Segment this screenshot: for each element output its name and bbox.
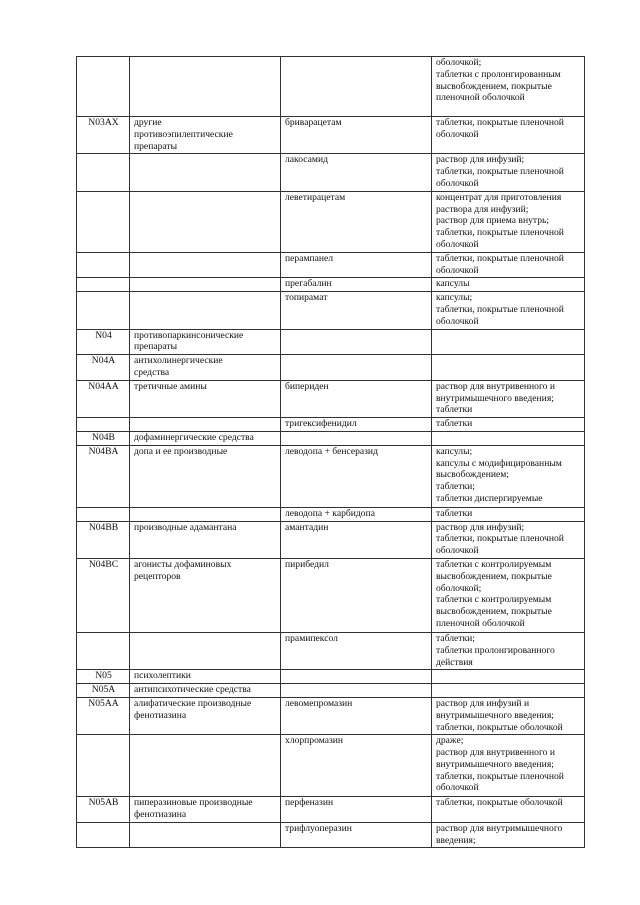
group-name-cell-line: препараты <box>134 140 178 152</box>
atc-code-cell: N04B <box>77 431 130 445</box>
group-name-cell-line: дофаминергические средства <box>134 431 254 443</box>
dosage-forms-cell-line: таблетки, покрытые оболочкой <box>436 721 563 733</box>
table-row <box>77 697 585 734</box>
atc-code-cell: N04 <box>77 329 130 355</box>
dosage-forms-cell-line: внутримышечного введения; <box>436 758 554 770</box>
group-name-cell <box>130 418 281 432</box>
dosage-forms-cell-line: таблетки, покрытые пленочной <box>436 533 564 545</box>
dosage-forms-cell-line: таблетки пролонгированного <box>436 644 555 656</box>
drug-name-cell: прегабалин <box>281 278 432 292</box>
atc-code-cell: N04BC <box>77 558 130 632</box>
group-name-cell <box>130 558 281 632</box>
table-row <box>77 431 585 445</box>
atc-code-cell <box>77 507 130 521</box>
dosage-forms-cell-line: таблетки; <box>436 481 475 493</box>
group-name-cell-line: пиперазиновые производные <box>134 797 253 809</box>
dosage-forms-cell <box>432 697 585 734</box>
dosage-forms-cell <box>432 735 585 797</box>
group-name-cell <box>130 278 281 292</box>
group-name-cell <box>130 154 281 191</box>
drug-name-cell: лакосамид <box>281 154 432 191</box>
table-row <box>77 117 585 154</box>
dosage-forms-cell-line: пленочной оболочкой <box>436 92 525 104</box>
group-name-cell <box>130 292 281 329</box>
drug-name-cell: левомепромазин <box>281 697 432 734</box>
drug-name-cell: тригексифенидил <box>281 418 432 432</box>
group-name-cell <box>130 445 281 507</box>
group-name-cell <box>130 632 281 669</box>
dosage-forms-cell-line: внутримышечного введения; <box>436 392 554 404</box>
dosage-forms-cell-line: оболочкой; <box>436 57 482 68</box>
group-name-cell-line: антихолинергические <box>134 355 223 367</box>
dosage-forms-cell-line: таблетки, покрытые пленочной <box>436 303 564 315</box>
dosage-forms-cell <box>432 632 585 669</box>
drug-name-cell: бипериден <box>281 380 432 417</box>
group-name-cell-line: рецепторов <box>134 570 181 582</box>
dosage-forms-cell <box>432 252 585 278</box>
dosage-forms-cell <box>432 278 585 292</box>
drug-name-cell: топирамат <box>281 292 432 329</box>
group-name-cell <box>130 431 281 445</box>
table-row <box>77 418 585 432</box>
group-name-cell-line: допа и ее производные <box>134 445 228 457</box>
atc-code-cell <box>77 735 130 797</box>
dosage-forms-cell-line: концентрат для приготовления <box>436 191 562 203</box>
drug-table-body <box>77 57 585 848</box>
drug-name-cell <box>281 355 432 381</box>
table-row <box>77 292 585 329</box>
atc-code-cell: N05AA <box>77 697 130 734</box>
atc-code-cell <box>77 418 130 432</box>
table-row <box>77 684 585 698</box>
dosage-forms-cell <box>432 670 585 684</box>
atc-code-cell: N03AX <box>77 117 130 154</box>
dosage-forms-cell <box>432 521 585 558</box>
drug-name-cell: бриварацетам <box>281 117 432 154</box>
dosage-forms-cell-line: оболочкой <box>436 782 479 794</box>
dosage-forms-cell-line: таблетки с контролируемым <box>436 594 552 606</box>
dosage-forms-cell-line: оболочкой <box>436 264 479 276</box>
atc-code-cell: N04AA <box>77 380 130 417</box>
dosage-forms-cell <box>432 431 585 445</box>
group-name-cell-line: средства <box>134 366 170 378</box>
dosage-forms-cell-line: таблетки, покрытые пленочной <box>436 117 564 128</box>
drug-name-cell: хлорпромазин <box>281 735 432 797</box>
atc-code-cell <box>77 292 130 329</box>
dosage-forms-cell-line: раствор для приема внутрь; <box>436 215 550 227</box>
group-name-cell <box>130 684 281 698</box>
dosage-forms-cell-line: оболочкой <box>436 315 479 327</box>
dosage-forms-cell-line: таблетки <box>436 507 473 519</box>
atc-code-cell: N04BB <box>77 521 130 558</box>
dosage-forms-cell <box>432 292 585 329</box>
group-name-cell-line: фенотиазина <box>134 809 187 821</box>
dosage-forms-cell <box>432 380 585 417</box>
drug-name-cell <box>281 431 432 445</box>
drug-name-cell <box>281 684 432 698</box>
group-name-cell <box>130 797 281 823</box>
dosage-forms-cell <box>432 154 585 191</box>
group-name-cell <box>130 329 281 355</box>
dosage-forms-cell-line: раствора для инфузий; <box>436 203 529 215</box>
dosage-forms-cell-line: таблетки, покрытые пленочной <box>436 227 564 239</box>
group-name-cell <box>130 822 281 848</box>
dosage-forms-cell-line: действия <box>436 656 473 668</box>
table-row <box>77 797 585 823</box>
dosage-forms-cell-line: таблетки с контролируемым <box>436 558 552 570</box>
table-row <box>77 558 585 632</box>
dosage-forms-cell <box>432 355 585 381</box>
table-row <box>77 822 585 848</box>
group-name-cell <box>130 670 281 684</box>
dosage-forms-cell-line: таблетки <box>436 418 473 430</box>
drug-name-cell <box>281 670 432 684</box>
drug-name-cell: пирибедил <box>281 558 432 632</box>
dosage-forms-cell-line: раствор для внутривенного и <box>436 380 555 392</box>
dosage-forms-cell-line: оболочкой <box>436 177 479 189</box>
drug-name-cell <box>281 57 432 117</box>
drug-name-cell: перфеназин <box>281 797 432 823</box>
atc-code-cell <box>77 154 130 191</box>
table-row <box>77 445 585 507</box>
table-row <box>77 380 585 417</box>
group-name-cell-line: психолептики <box>134 670 191 682</box>
group-name-cell-line: агонисты дофаминовых <box>134 558 232 570</box>
table-row <box>77 191 585 252</box>
group-name-cell <box>130 117 281 154</box>
group-name-cell-line: противоэпилептические <box>134 128 233 140</box>
dosage-forms-cell <box>432 191 585 252</box>
dosage-forms-cell-line: драже; <box>436 735 464 747</box>
dosage-forms-cell-line: оболочкой; <box>436 582 482 594</box>
atc-code-cell: N04BA <box>77 445 130 507</box>
dosage-forms-cell-line: высвобождением, покрытые <box>436 80 552 92</box>
dosage-forms-cell-line: введения; <box>436 834 476 846</box>
group-name-cell-line: третичные амины <box>134 380 207 392</box>
dosage-forms-cell <box>432 445 585 507</box>
dosage-forms-cell-line: высвобождением; <box>436 469 509 481</box>
table-row <box>77 57 585 117</box>
group-name-cell-line: производные адамантана <box>134 521 237 533</box>
dosage-forms-cell <box>432 117 585 154</box>
drug-table <box>76 56 585 848</box>
dosage-forms-cell-line: таблетки, покрытые пленочной <box>436 166 564 178</box>
table-row <box>77 252 585 278</box>
table-row <box>77 632 585 669</box>
table-row <box>77 507 585 521</box>
dosage-forms-cell-line: капсулы; <box>436 292 473 304</box>
group-name-cell <box>130 697 281 734</box>
dosage-forms-cell-line: таблетки; <box>436 632 475 644</box>
drug-name-cell: трифлуоперазин <box>281 822 432 848</box>
group-name-cell <box>130 191 281 252</box>
group-name-cell <box>130 355 281 381</box>
drug-name-cell <box>281 329 432 355</box>
group-name-cell-line: препараты <box>134 341 178 353</box>
drug-name-cell: леветирацетам <box>281 191 432 252</box>
dosage-forms-cell-line: раствор для инфузий; <box>436 521 525 533</box>
dosage-forms-cell <box>432 57 585 117</box>
dosage-forms-cell-line: оболочкой <box>436 238 479 250</box>
table-row <box>77 355 585 381</box>
drug-name-cell: перампанел <box>281 252 432 278</box>
atc-code-cell <box>77 278 130 292</box>
table-row <box>77 521 585 558</box>
atc-code-cell <box>77 191 130 252</box>
group-name-cell-line: фенотиазина <box>134 709 187 721</box>
dosage-forms-cell-line: таблетки, покрытые оболочкой <box>436 797 563 809</box>
dosage-forms-cell <box>432 329 585 355</box>
group-name-cell <box>130 521 281 558</box>
dosage-forms-cell-line: раствор для инфузий и <box>436 697 530 709</box>
group-name-cell <box>130 252 281 278</box>
dosage-forms-cell-line: таблетки, покрытые пленочной <box>436 770 564 782</box>
dosage-forms-cell-line: таблетки <box>436 404 473 416</box>
dosage-forms-cell <box>432 418 585 432</box>
dosage-forms-cell <box>432 507 585 521</box>
dosage-forms-cell-line: оболочкой <box>436 128 479 140</box>
table-row <box>77 154 585 191</box>
table-row <box>77 735 585 797</box>
dosage-forms-cell-line: раствор для инфузий; <box>436 154 525 166</box>
dosage-forms-cell-line: таблетки с пролонгированным <box>436 68 561 80</box>
group-name-cell <box>130 380 281 417</box>
group-name-cell-line: антипсихотические средства <box>134 684 251 696</box>
atc-code-cell <box>77 252 130 278</box>
atc-code-cell: N05AB <box>77 797 130 823</box>
dosage-forms-cell <box>432 822 585 848</box>
dosage-forms-cell-line: раствор для внутримышечного <box>436 822 563 834</box>
group-name-cell-line: алифатические производные <box>134 697 252 709</box>
table-row <box>77 278 585 292</box>
dosage-forms-cell-line: таблетки диспергируемые <box>436 492 543 504</box>
dosage-forms-cell-line: капсулы <box>436 278 470 290</box>
dosage-forms-cell <box>432 558 585 632</box>
drug-name-cell: прамипексол <box>281 632 432 669</box>
atc-code-cell <box>77 632 130 669</box>
atc-code-cell: N05A <box>77 684 130 698</box>
drug-name-cell: амантадин <box>281 521 432 558</box>
dosage-forms-cell-line: раствор для внутривенного и <box>436 747 555 759</box>
dosage-forms-cell-line: высвобождением, покрытые <box>436 570 552 582</box>
dosage-forms-cell-line: высвобождением, покрытые <box>436 606 552 618</box>
table-row <box>77 329 585 355</box>
group-name-cell-line: другие <box>134 117 162 128</box>
atc-code-cell: N04A <box>77 355 130 381</box>
drug-name-cell: леводопа + бенсеразид <box>281 445 432 507</box>
group-name-cell <box>130 507 281 521</box>
dosage-forms-cell-line: капсулы; <box>436 445 473 457</box>
atc-code-cell <box>77 57 130 117</box>
group-name-cell-line: противопаркинсонические <box>134 329 244 341</box>
group-name-cell <box>130 57 281 117</box>
dosage-forms-cell-line: внутримышечного введения; <box>436 709 554 721</box>
atc-code-cell <box>77 822 130 848</box>
dosage-forms-cell-line: таблетки, покрытые пленочной <box>436 252 564 264</box>
dosage-forms-cell-line: оболочкой <box>436 545 479 557</box>
group-name-cell <box>130 735 281 797</box>
atc-code-cell: N05 <box>77 670 130 684</box>
drug-name-cell: леводопа + карбидопа <box>281 507 432 521</box>
dosage-forms-cell-line: капсулы с модифицированным <box>436 457 562 469</box>
dosage-forms-cell-line: пленочной оболочкой <box>436 617 525 629</box>
table-row <box>77 670 585 684</box>
dosage-forms-cell <box>432 797 585 823</box>
dosage-forms-cell <box>432 684 585 698</box>
